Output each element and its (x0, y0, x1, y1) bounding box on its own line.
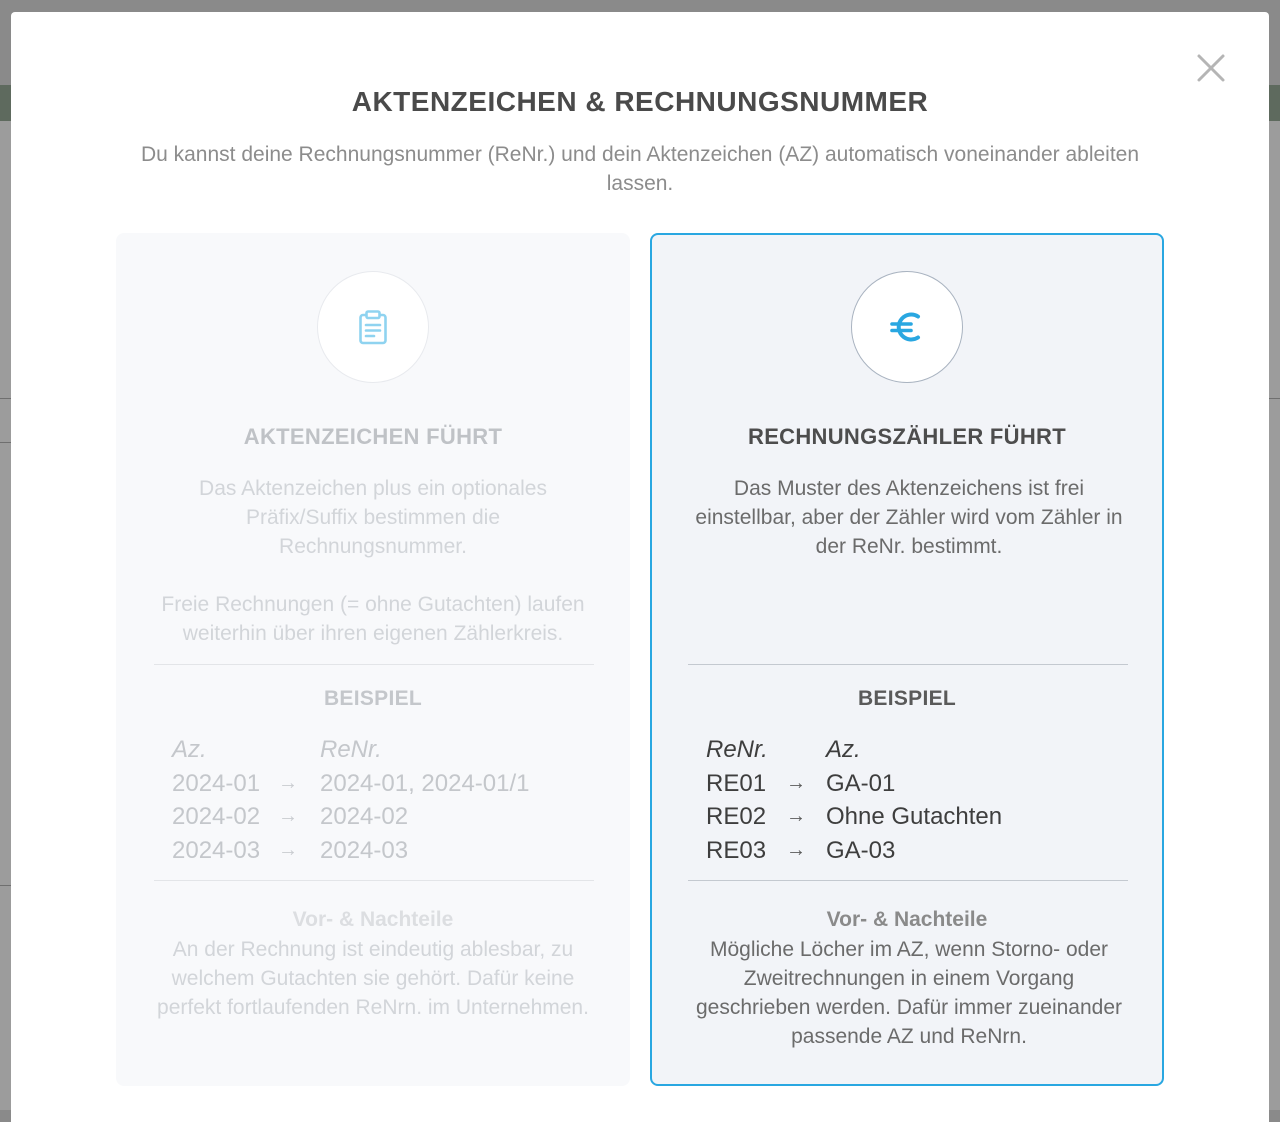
background-divider (1269, 398, 1280, 399)
divider (688, 880, 1128, 881)
example-heading: BEISPIEL (323, 687, 423, 710)
example-to: 2024-03 (320, 836, 409, 864)
option-description (688, 474, 1130, 561)
euro-icon (887, 307, 927, 347)
aktenzeichen-modal (11, 12, 1269, 1122)
example-from: RE02 (706, 803, 767, 830)
option-description-paragraph: Das Aktenzeichen plus ein optionales Präfix/Suffix bestimmen die Rechnungsnummer. (199, 477, 547, 558)
option-card-aktenzeichen[interactable] (116, 233, 630, 1086)
arrow-right-icon: → (786, 838, 806, 861)
example-heading: BEISPIEL (857, 687, 957, 710)
arrow-right-icon: → (278, 771, 298, 794)
divider (154, 664, 594, 665)
example-to: Ohne Gutachten (826, 803, 1003, 830)
arrow-right-icon: → (278, 838, 298, 861)
example-to: GA-01 (826, 769, 896, 797)
pros-cons-heading: Vor- & Nachteile (292, 908, 454, 931)
arrow-right-icon: → (278, 805, 298, 827)
example-column-header: Az. (172, 736, 207, 763)
option-icon-circle (851, 271, 963, 383)
example-from: 2024-01 (172, 769, 261, 797)
background-divider (0, 885, 11, 886)
option-description-paragraph: Das Muster des Aktenzeichens ist frei einstellbar, aber der Zähler wird vom Zähler in der ReNr. bestimmt. (695, 477, 1123, 558)
option-title: RECHNUNGSZÄHLER FÜHRT (748, 424, 1066, 449)
arrow-right-icon: → (786, 805, 806, 827)
example-column-header: ReNr. (706, 736, 768, 763)
example-from: RE03 (706, 836, 767, 864)
divider (688, 664, 1128, 665)
close-button[interactable] (1193, 50, 1229, 86)
background-page-right (1269, 121, 1280, 1110)
pros-cons-heading: Vor- & Nachteile (826, 908, 988, 931)
example-from: 2024-03 (172, 836, 261, 864)
example-column-header: Az. (826, 736, 861, 763)
example-to: 2024-01, 2024-01/1 (320, 769, 530, 797)
option-description (152, 474, 594, 648)
pros-cons-text: An der Rechnung ist eindeutig ablesbar, zu welchem Gutachten sie gehört. Dafür keine perfekt fortlaufenden ReNrn. im Unternehmen. (157, 938, 589, 1019)
divider (154, 880, 594, 881)
example-to: 2024-02 (320, 803, 409, 830)
option-title: AKTENZEICHEN FÜHRT (243, 424, 503, 449)
example-from: RE01 (706, 769, 767, 797)
modal-subtitle: Du kannst deine Rechnungsnummer (ReNr.) und dein Aktenzeichen (AZ) automatisch voneinander ableiten lassen. (140, 143, 1140, 195)
background-page-left (0, 121, 11, 1110)
background-divider (0, 442, 11, 443)
example-to: GA-03 (826, 836, 896, 864)
option-card-rechnungszaehler[interactable] (650, 233, 1164, 1086)
example-from: 2024-02 (172, 803, 261, 830)
pros-cons-text: Mögliche Löcher im AZ, wenn Storno- oder Zweitrechnungen in einem Vorgang geschrieben werden. Dafür immer zueinander passende AZ und ReNrn. (695, 938, 1123, 1048)
close-icon (1193, 50, 1229, 86)
modal-title: AKTENZEICHEN & RECHNUNGSNUMMER (351, 86, 929, 117)
example-column-header: ReNr. (320, 736, 382, 763)
arrow-right-icon: → (786, 771, 806, 794)
option-description-paragraph: Freie Rechnungen (= ohne Gutachten) laufen weiterhin über ihren eigenen Zählerkreis. (161, 593, 585, 645)
background-divider (0, 398, 11, 399)
clipboard-icon (355, 309, 391, 345)
option-icon-circle (317, 271, 429, 383)
